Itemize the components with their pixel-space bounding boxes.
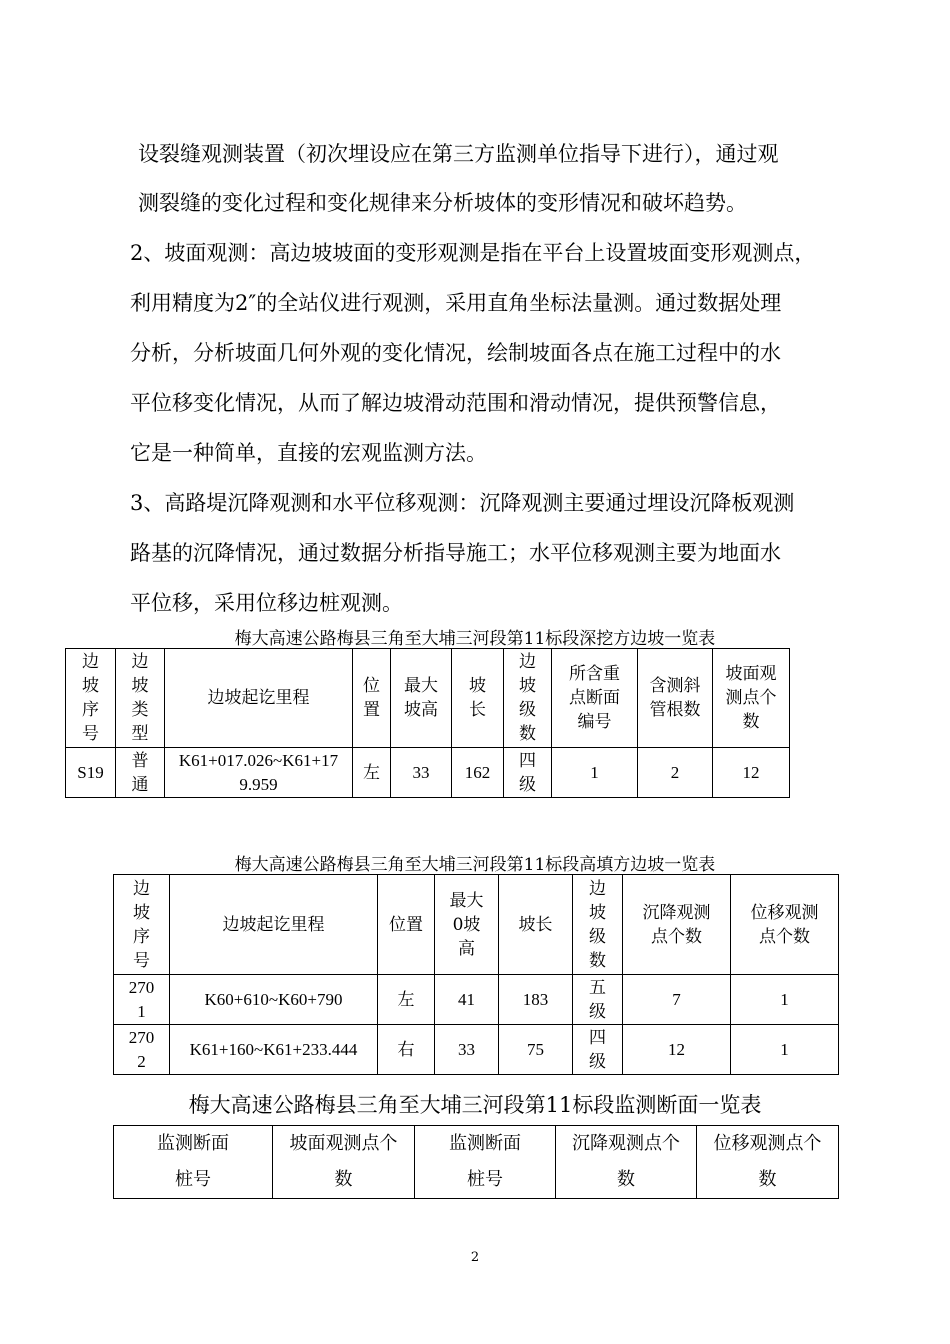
cell: 2702 [114, 1025, 170, 1075]
paragraph-line-10: 平位移，采用位移边桩观测。 [130, 591, 403, 615]
table2-caption: 梅大高速公路梅县三角至大埔三河段第11标段高填方边坡一览表 [234, 855, 716, 875]
header-length: 坡长 [452, 649, 504, 748]
cell: 162 [452, 748, 504, 798]
table-row [66, 748, 790, 798]
header-key-sections: 所含重点断面编号 [552, 649, 638, 748]
deep-cut-slope-table [65, 648, 790, 798]
header-position: 位置 [353, 649, 391, 748]
table-row [114, 975, 839, 1025]
header-chainage: 边坡起讫里程 [165, 649, 353, 748]
cell: 183 [499, 975, 573, 1025]
header-slope-no: 边坡序号 [66, 649, 116, 748]
cell: 1 [552, 748, 638, 798]
header-displacement-points: 位移观测点个数 [697, 1126, 839, 1199]
cell: 12 [713, 748, 790, 798]
header-levels: 边坡级数 [504, 649, 552, 748]
paragraph-line-6: 平位移变化情况，从而了解边坡滑动范围和滑动情况，提供预警信息， [130, 391, 781, 415]
header-slope-no: 边坡序号 [114, 875, 170, 975]
paragraph-line-9: 路基的沉降情况，通过数据分析指导施工；水平位移观测主要为地面水 [130, 541, 781, 565]
cell: 2 [638, 748, 713, 798]
cell: 四级 [573, 1025, 623, 1075]
cell: 五级 [573, 975, 623, 1025]
page-number: 2 [470, 1250, 480, 1265]
cell: 左 [378, 975, 435, 1025]
cell: 1 [731, 975, 839, 1025]
paragraph-line-3: 2、坡面观测：高边坡坡面的变形观测是指在平台上设置坡面变形观测点， [130, 241, 816, 265]
cell: 75 [499, 1025, 573, 1075]
cell: 1 [731, 1025, 839, 1075]
cell: 7 [623, 975, 731, 1025]
header-position: 位置 [378, 875, 435, 975]
header-max-height: 最大坡高 [391, 649, 452, 748]
header-settlement-points: 沉降观测点个数 [623, 875, 731, 975]
cell: 33 [391, 748, 452, 798]
header-surface-points: 坡面观测点个数 [273, 1126, 415, 1199]
header-section-station-2: 监测断面桩号 [415, 1126, 556, 1199]
header-chainage: 边坡起讫里程 [170, 875, 378, 975]
cell: 41 [435, 975, 499, 1025]
paragraph-line-8: 3、高路堤沉降观测和水平位移观测：沉降观测主要通过埋设沉降板观测 [130, 491, 795, 515]
cell: S19 [66, 748, 116, 798]
paragraph-line-2: 测裂缝的变化过程和变化规律来分析坡体的变形情况和破坏趋势。 [138, 191, 747, 215]
header-displacement-points: 位移观测点个数 [731, 875, 839, 975]
header-inclinometer-count: 含测斜管根数 [638, 649, 713, 748]
cell: K60+610~K60+790 [170, 975, 378, 1025]
high-fill-slope-table [113, 874, 839, 1075]
cell: 右 [378, 1025, 435, 1075]
header-section-station: 监测断面桩号 [114, 1126, 273, 1199]
cell: 33 [435, 1025, 499, 1075]
cell: 2701 [114, 975, 170, 1025]
header-max-height: 最大0坡高 [435, 875, 499, 975]
cell: 四级 [504, 748, 552, 798]
cell: K61+160~K61+233.444 [170, 1025, 378, 1075]
paragraph-line-1: 设裂缝观测装置（初次埋设应在第三方监测单位指导下进行），通过观 [138, 142, 779, 166]
header-settlement-points: 沉降观测点个数 [556, 1126, 697, 1199]
header-length: 坡长 [499, 875, 573, 975]
table-row [114, 1025, 839, 1075]
table3-caption: 梅大高速公路梅县三角至大埔三河段第11标段监测断面一览表 [188, 1093, 762, 1117]
cell: 左 [353, 748, 391, 798]
paragraph-line-4: 利用精度为2″的全站仪进行观测，采用直角坐标法量测。通过数据处理 [130, 291, 782, 315]
header-surface-points: 坡面观测点个数 [713, 649, 790, 748]
paragraph-line-7: 它是一种简单，直接的宏观监测方法。 [130, 441, 487, 465]
cell: 12 [623, 1025, 731, 1075]
header-levels: 边坡级数 [573, 875, 623, 975]
monitoring-section-table [113, 1125, 839, 1199]
header-slope-type: 边坡类型 [116, 649, 165, 748]
table1-caption: 梅大高速公路梅县三角至大埔三河段第11标段深挖方边坡一览表 [234, 629, 716, 649]
cell: 普通 [116, 748, 165, 798]
paragraph-line-5: 分析，分析坡面几何外观的变化情况，绘制坡面各点在施工过程中的水 [130, 341, 781, 365]
cell: K61+017.026~K61+179.959 [165, 748, 353, 798]
